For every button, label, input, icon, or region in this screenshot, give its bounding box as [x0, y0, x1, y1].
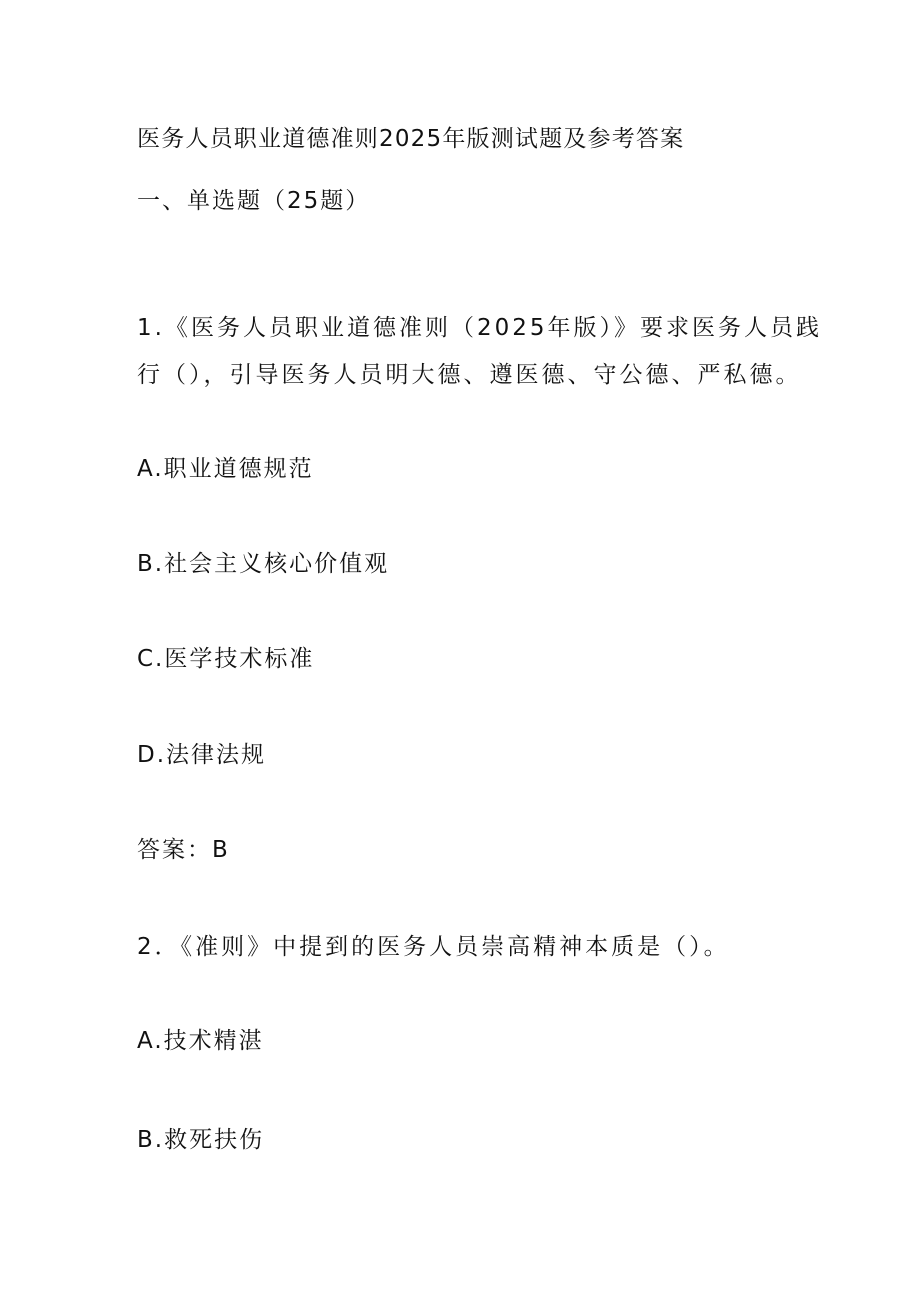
question-2-option-a: A.技术精湛 — [137, 1028, 264, 1054]
question-1-stem-line-2: 行（），引导医务人员明大德、遵医德、守公德、严私德。 — [137, 362, 802, 388]
section-heading: 一、单选题（25题） — [137, 188, 371, 214]
question-2-option-b: B.救死扶伤 — [137, 1127, 265, 1153]
question-1-option-d: D.法律法规 — [137, 742, 267, 768]
document-title: 医务人员职业道德准则2025年版测试题及参考答案 — [137, 126, 685, 152]
question-1-option-b: B.社会主义核心价值观 — [137, 551, 390, 577]
question-1-option-a: A.职业道德规范 — [137, 456, 314, 482]
question-1-option-c: C.医学技术标准 — [137, 646, 315, 672]
question-1-answer: 答案：B — [137, 837, 230, 863]
question-1-stem-line-1: 1.《医务人员职业道德准则（2025年版）》要求医务人员践 — [137, 315, 822, 341]
question-2-stem: 2．《准则》中提到的医务人员崇高精神本质是（）。 — [137, 934, 730, 960]
